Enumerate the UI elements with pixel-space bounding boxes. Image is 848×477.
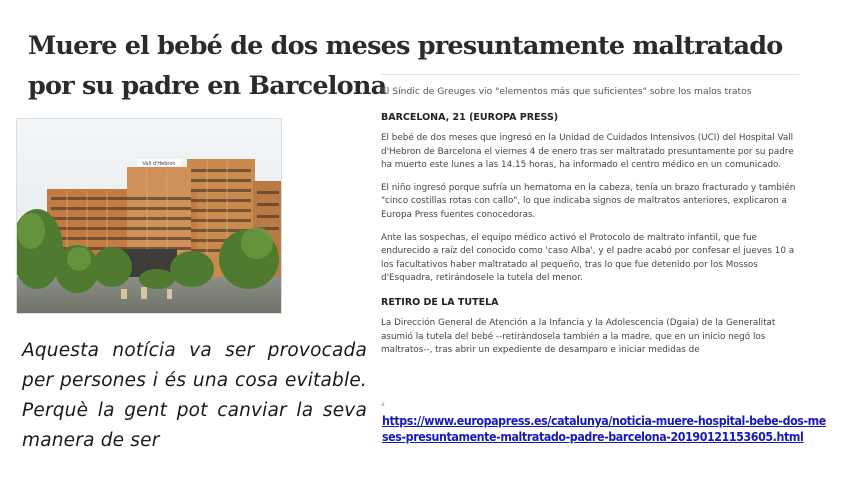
student-comment: Aquesta notícia va ser provocada per persones i és una cosa evitable. Perquè la gent pot canviar la seva manera de ser: [22, 340, 367, 451]
article-screenshot: [381, 74, 799, 389]
article-dateline: BARCELONA, 21 (EUROPA PRESS): [381, 112, 559, 123]
hospital-building-image: [17, 119, 281, 313]
article-paragraph: Ante las sospechas, el equipo médico activó el Protocolo de maltrato infantil, que fue endurecido a raíz del conocido como 'caso Alba', y el padre acabó por confesar el jueves 10 a los facultativos haber maltratado al pequeño, tras lo que fue detenido por los Mossos d'Esquadra, retirándosele la tutela del menor.: [381, 232, 795, 284]
article-section-heading: RETIRO DE LA TUTELA: [381, 296, 499, 308]
article-paragraph: El bebé de dos meses que ingresó en la Unidad de Cuidados Intensivos (UCI) del Hospital Vall d'Hebron de Barcelona el viernes 4 de enero tras ser maltratado presuntamente por su padre ha muerto este lunes a las 14.15 horas, ha informado el centro médico en un comunicado.: [381, 133, 794, 171]
source-link[interactable]: https://www.europapress.es/catalunya/noticia-muere-hospital-bebe-dos-meses-presuntamente-maltratado-padre-barcelona-20190121153605.html: [382, 414, 826, 444]
article-paragraph: La Dirección General de Atención a la Infancia y la Adolescencia (Dgaia) de la Generalitat asumió la tutela del bebé --retirándosela también a la madre, que en un inicio negó los maltratos--, tras abrir un expediente de desamparo e iniciar medidas de: [381, 317, 776, 356]
building-sign-text: Vall d'Hebron: [142, 161, 176, 167]
article-paragraph: El niño ingresó porque sufría un hematoma en la cabeza, tenía un brazo fracturado y también "cinco costillas rotas con callo", lo que indicaba signos de maltratos anteriores, explicaron a Europa Press fuentes conocedoras.: [381, 182, 796, 220]
page-title: Muere el bebé de dos meses presuntamente maltratado por su padre en Barcelona: [28, 31, 783, 101]
article-subtitle: El Síndic de Greuges vio "elementos más que suficientes" sobre los malos tratos: [381, 86, 752, 97]
footnote-marker: a: [381, 401, 385, 408]
hospital-photo: [16, 118, 282, 314]
